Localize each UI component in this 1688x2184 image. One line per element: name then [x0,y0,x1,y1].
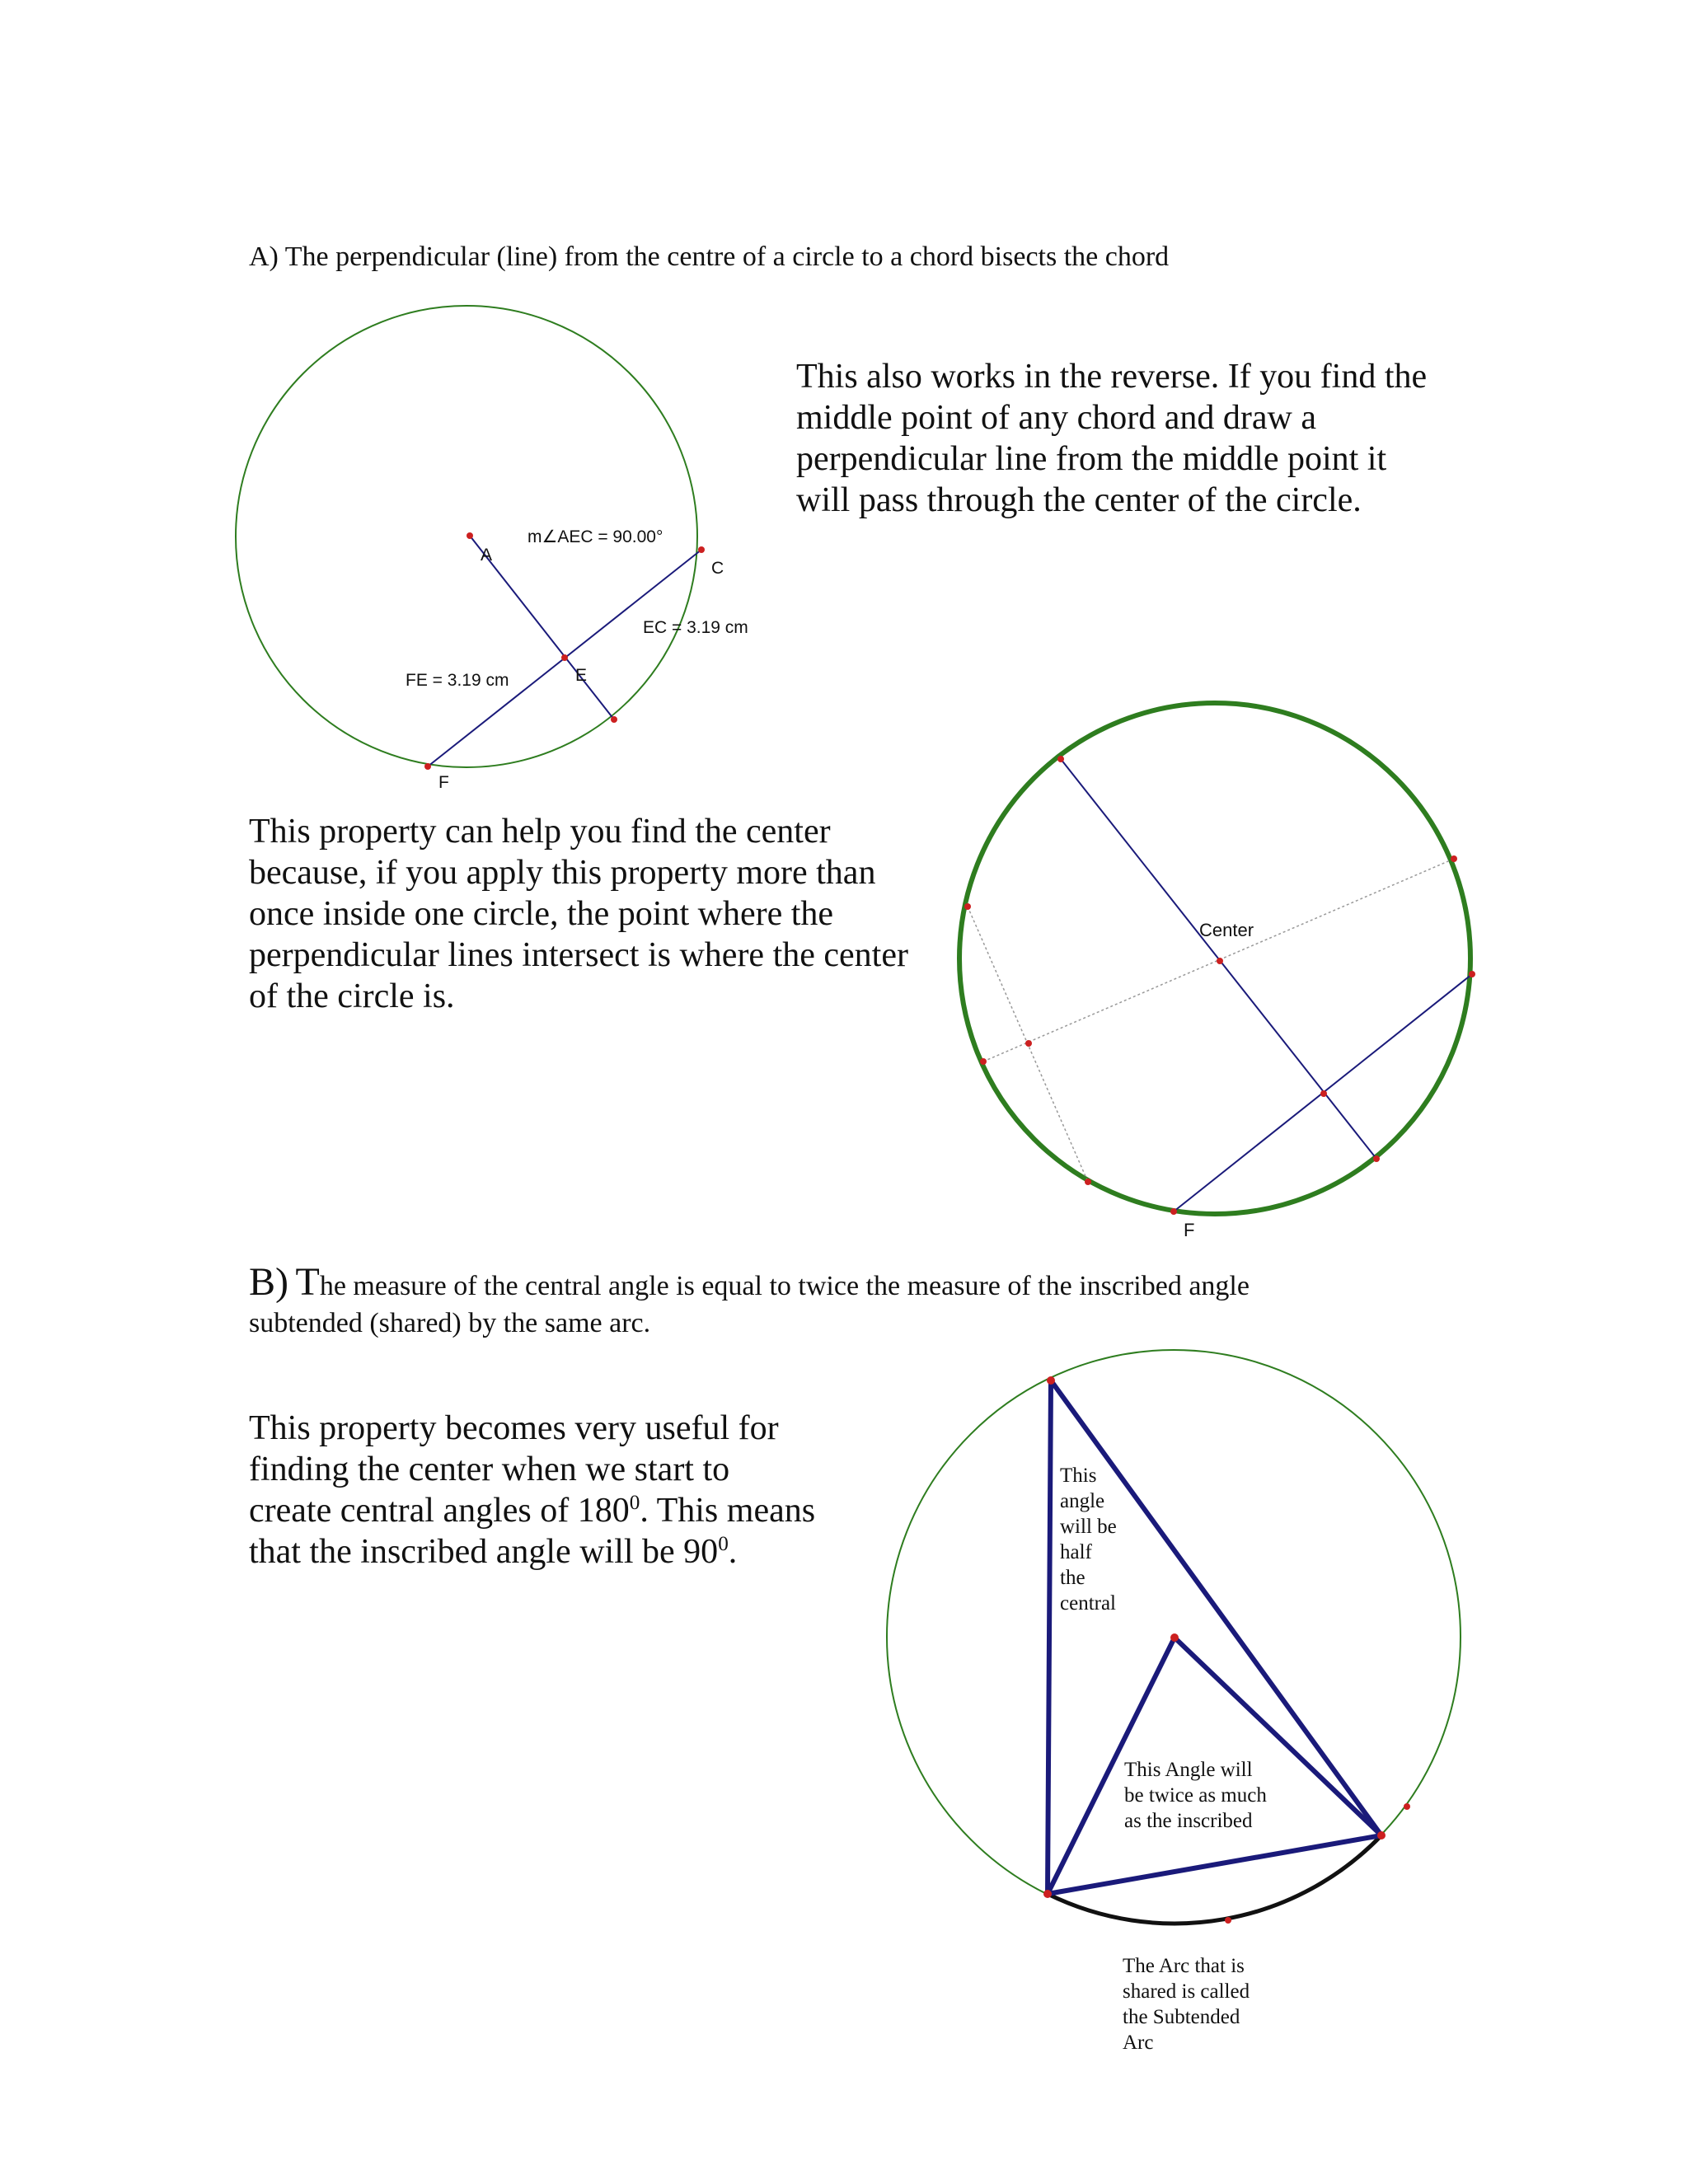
inscribed-note-line-2: angle [1060,1490,1105,1512]
arc-note-line-2: shared is called [1123,1980,1250,2003]
central-note-line-1: This Angle will [1124,1759,1253,1781]
angle-measure-label: m∠AEC = 90.00° [528,527,663,546]
reverse-property-text: This also works in the reverse. If you find the middle point of any chord and draw a perpendicular line from the middle point it will pass through the center of the circle. [796,358,1428,519]
inscribed-note-line-1: This [1060,1465,1097,1487]
label-a: A [481,546,493,565]
useful-line-2: finding the center when we start to [249,1451,730,1488]
central-note-line-2: be twice as much [1124,1784,1267,1807]
inscribed-note-line-4: half [1060,1541,1092,1563]
subtended-arc-note [1123,1955,1250,2054]
subtended-arc [1048,1835,1381,1924]
label-f-1: F [438,773,449,792]
arc-note-line-1: The Arc that is [1123,1955,1245,1977]
fe-length-label: FE = 3.19 cm [406,671,509,690]
section-b-heading-rest: he measure of the central angle is equal to twice the measure of the inscribed angle [319,1271,1250,1301]
section-a-heading: A) The perpendicular (line) from the centre of a circle to a chord bisects the chord [249,241,1170,272]
find-center-text: This property can help you find the center because, if you apply this property more than once inside one circle, the point where the perpendicular lines intersect is where the center of the circle is. [249,813,908,1015]
useful-line-3-end: . This means [640,1492,816,1530]
useful-line-3-text: create central angles of 180 [249,1492,630,1530]
inscribed-vertex-dot [1047,1376,1055,1385]
degree-sup-1: 0 [629,1492,640,1514]
section-b-heading-line2: subtended (shared) by the same arc. [249,1308,651,1338]
label-f-2: F [1184,1220,1195,1240]
useful-line-4-end: . [728,1533,738,1571]
central-angle-note [1124,1759,1267,1832]
section-b-label: B) [249,1260,288,1304]
useful-line-4-text: that the inscribed angle will be 90 [249,1533,719,1571]
inscribed-angle-note [1060,1465,1117,1615]
arc-mid-dot [1225,1917,1231,1924]
degree-sup-2: 0 [718,1533,729,1555]
label-e: E [575,666,588,685]
circle-3-extra-dot [1404,1803,1410,1810]
section-b-first-letter: T [295,1260,320,1304]
ec-length-label: EC = 3.19 cm [643,618,748,637]
inscribed-note-line-3: will be [1060,1516,1117,1538]
central-vertex-dot [1170,1633,1179,1642]
arc-end-dot-2 [1377,1831,1386,1840]
arc-note-line-4: Arc [1123,2032,1154,2054]
useful-line-1: This property becomes very useful for [249,1409,779,1447]
arc-note-line-3: the Subtended [1123,2006,1240,2028]
arc-end-dot-1 [1043,1890,1052,1898]
label-c: C [711,559,724,578]
center-label: Center [1199,920,1254,940]
inscribed-note-line-5: the [1060,1567,1085,1589]
central-note-line-3: as the inscribed [1124,1810,1253,1832]
inscribed-note-line-6: central [1060,1592,1117,1615]
